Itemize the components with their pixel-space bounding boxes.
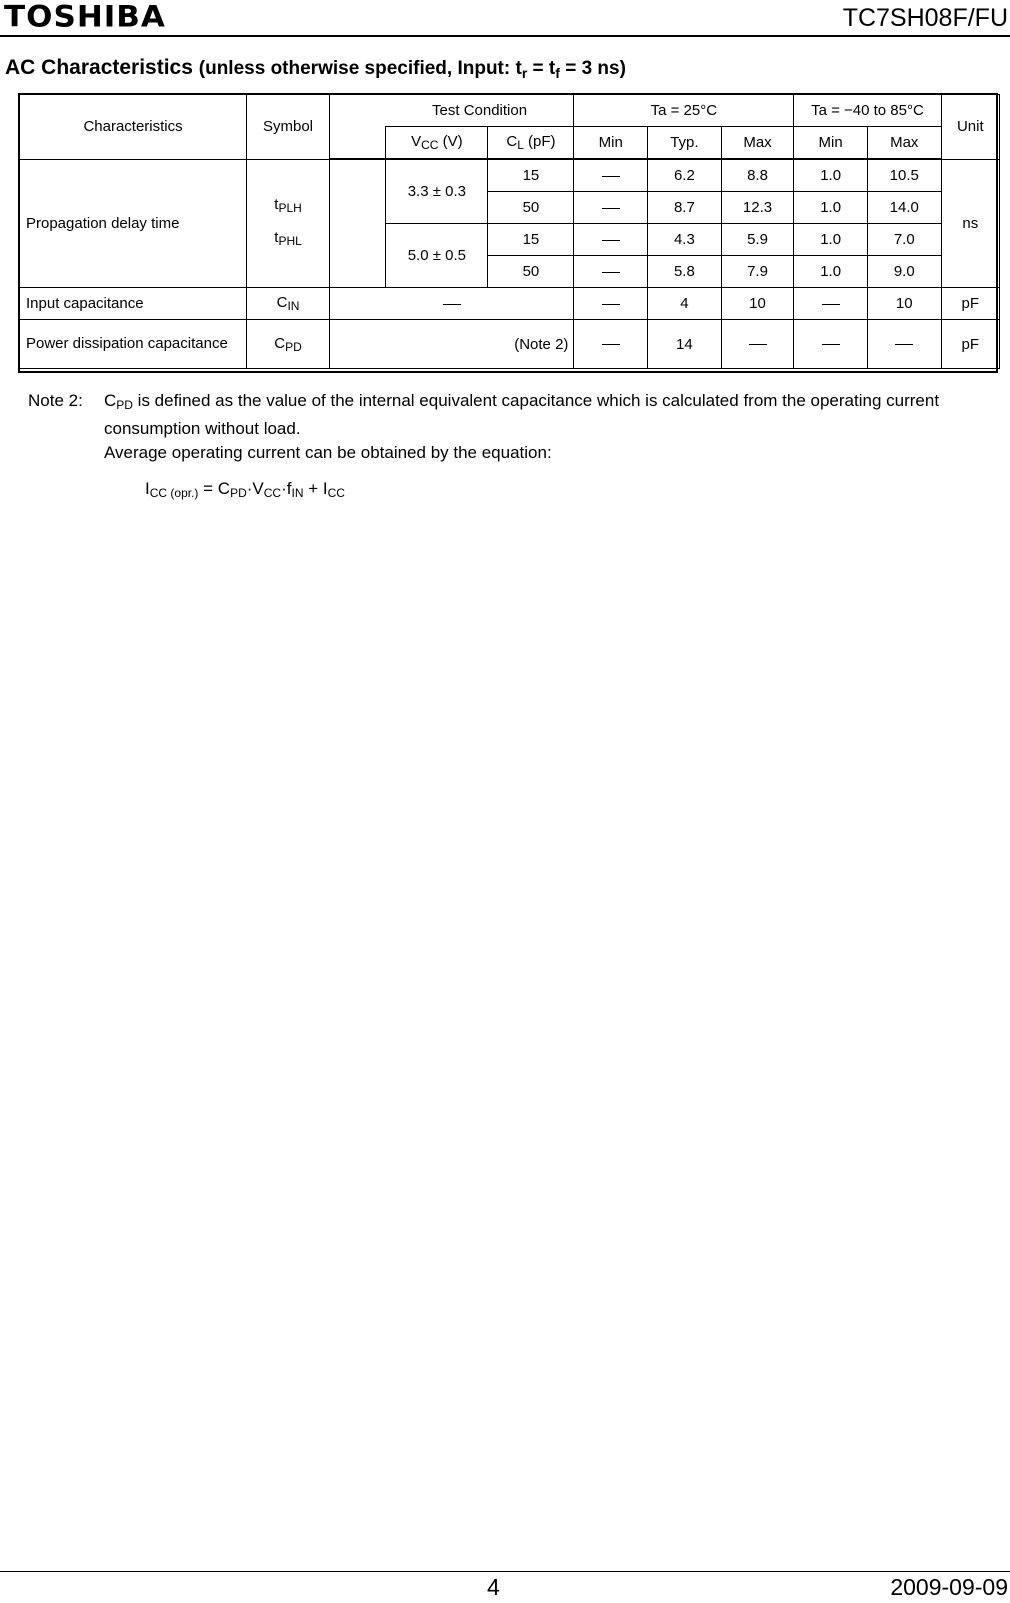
cl-value: 50	[488, 256, 574, 288]
note-equation: $I_{CC (opr.)} = C_{PD}\cdot V_{CC}\cdot f_{IN} + I_{CC}$	[145, 479, 345, 500]
header-ta-range: Ta = −40 to 85°C	[794, 95, 941, 127]
header-characteristics: Characteristics	[20, 95, 247, 160]
header-cl: $C_L$ (pF)	[488, 127, 574, 160]
vcc-3v3: 3.3 ± 0.3	[386, 159, 488, 224]
section-subtitle: (unless otherwise specified, Input: $t_r = t_f = 3$ ns)	[198, 58, 626, 81]
min-dash	[574, 192, 648, 224]
typ-value: 5.8	[648, 256, 722, 288]
note-text: $C_{PD}$ is defined as the value of the internal equivalent capacitance which is calculated from the operating current consumption without load. Average operating current can be obtained by the equation:	[104, 391, 940, 462]
footer-date: 2009-09-09	[890, 1574, 1008, 1600]
ac-characteristics-table	[19, 94, 1000, 369]
header-min2: Min	[794, 127, 868, 160]
min2-dash	[794, 288, 868, 320]
typ-value: 6.2	[648, 159, 722, 192]
min-dash	[574, 224, 648, 256]
typ-value: 4	[648, 288, 722, 320]
header-test-condition: Test Condition	[386, 95, 574, 127]
min2-value: 1.0	[794, 192, 868, 224]
note-label: Note 2:	[28, 391, 83, 410]
toshiba-logo: TOSHIBA	[4, 0, 166, 35]
vcc-5v0: 5.0 ± 0.5	[386, 224, 488, 288]
propagation-label: Propagation delay time	[20, 159, 247, 288]
input-cap-unit: pF	[941, 288, 999, 320]
table-row	[20, 320, 1000, 369]
header-ta25: Ta = 25°C	[574, 95, 794, 127]
header-unit: Unit	[941, 95, 999, 160]
page-number: 4	[487, 1574, 500, 1600]
power-cap-condition: (Note 2)	[329, 320, 573, 369]
section-title	[5, 56, 626, 80]
typ-value: 4.3	[648, 224, 722, 256]
power-cap-symbol: $C_{PD}$	[247, 320, 330, 369]
max2-value: 9.0	[867, 256, 941, 288]
max-value: 7.9	[721, 256, 794, 288]
footer-rule	[0, 1571, 1010, 1572]
propagation-cond-blank	[329, 159, 385, 288]
min-dash	[574, 320, 648, 369]
header-blank	[329, 95, 385, 160]
max-value: 5.9	[721, 224, 794, 256]
min-dash	[574, 288, 648, 320]
cl-value: 50	[488, 192, 574, 224]
input-cap-label: Input capacitance	[20, 288, 247, 320]
input-cap-symbol: $C_{IN}$	[247, 288, 330, 320]
header-min: Min	[574, 127, 648, 160]
part-number: TC7SH08F/FU	[842, 4, 1008, 32]
input-cap-condition	[329, 288, 573, 320]
max-dash	[721, 320, 794, 369]
min-dash	[574, 159, 648, 192]
cl-value: 15	[488, 224, 574, 256]
header-typ: Typ.	[648, 127, 722, 160]
max2-value: 7.0	[867, 224, 941, 256]
power-cap-label: Power dissipation capacitance	[20, 320, 247, 369]
min2-value: 1.0	[794, 159, 868, 192]
min-dash	[574, 256, 648, 288]
max2-dash	[867, 320, 941, 369]
propagation-symbol: $t_{PLH}$ $t_{PHL}$	[247, 159, 330, 288]
min2-value: 1.0	[794, 224, 868, 256]
table-row	[20, 159, 1000, 192]
propagation-unit: ns	[941, 159, 999, 288]
header-vcc: $V_{CC}$ (V)	[386, 127, 488, 160]
table-row	[20, 288, 1000, 320]
min2-dash	[794, 320, 868, 369]
header-symbol: Symbol	[247, 95, 330, 160]
max-value: 8.8	[721, 159, 794, 192]
header-max2: Max	[867, 127, 941, 160]
section-title-main: AC Characteristics	[5, 56, 193, 79]
typ-value: 8.7	[648, 192, 722, 224]
max2-value: 10	[867, 288, 941, 320]
header-max: Max	[721, 127, 794, 160]
power-cap-unit: pF	[941, 320, 999, 369]
min2-value: 1.0	[794, 256, 868, 288]
max-value: 10	[721, 288, 794, 320]
cl-value: 15	[488, 159, 574, 192]
max-value: 12.3	[721, 192, 794, 224]
max2-value: 14.0	[867, 192, 941, 224]
max2-value: 10.5	[867, 159, 941, 192]
typ-value: 14	[648, 320, 722, 369]
header-rule	[0, 35, 1010, 37]
